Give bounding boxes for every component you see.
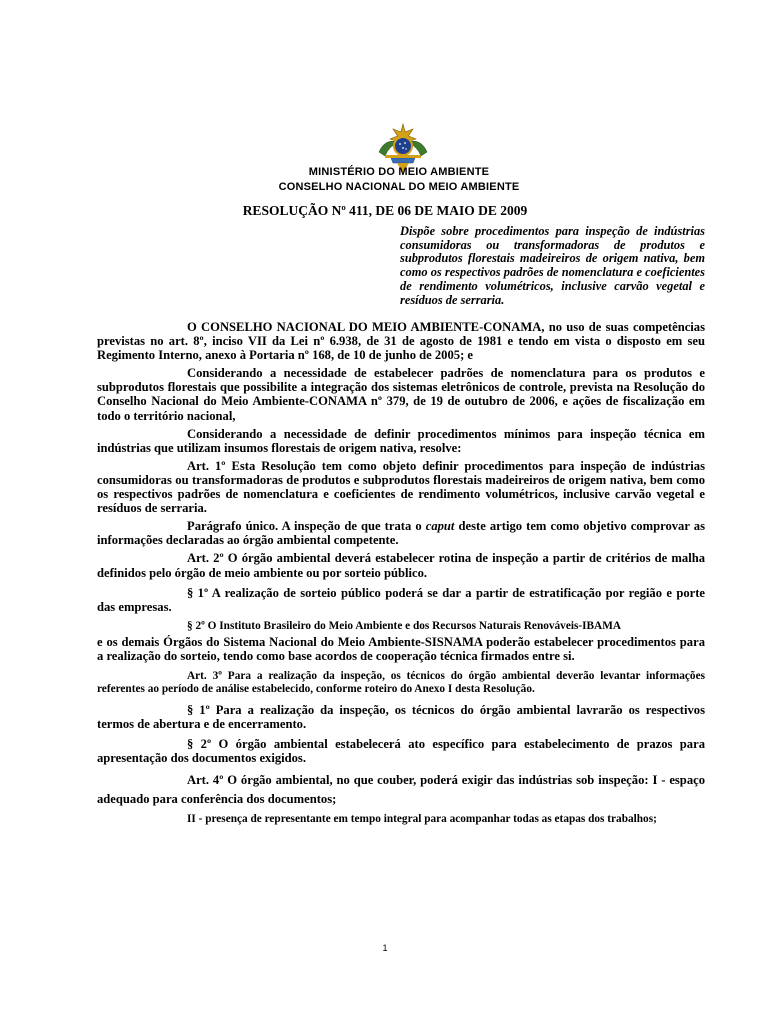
council-name: CONSELHO NACIONAL DO MEIO AMBIENTE (278, 181, 520, 193)
article-2: Art. 2º O órgão ambiental deverá estabelecer rotina de inspeção a partir de critérios de malha definidos pelo órgão de meio ambiente ou por sorteio público. (97, 551, 705, 580)
article-3-paragraph-2: § 2º O órgão ambiental estabelecerá ato específico para estabelecimento de prazos para apresentação dos documentos exigidos. (97, 736, 705, 766)
paragrafo-unico-text-b: deste artigo tem como objetivo comprovar as informações declaradas ao órgão ambiental competente. (97, 519, 705, 548)
paragraph-considerando-1: Considerando a necessidade de estabelecer padrões de nomenclatura para os produtos e subprodutos florestais que possibilite a integração dos sistemas eletrônicos de controle, prevista na Resolução do Conselho Nacional do Meio Ambiente-CONAMA nº 379, de 19 de outubro de 2006, e ações de fiscalização em todo o território nacional, (97, 366, 705, 423)
article-4-item-ii: II - presença de representante em tempo integral para acompanhar todas as etapas dos trabalhos; (187, 813, 657, 826)
article-3-paragraph-1: § 1º Para a realização da inspeção, os técnicos do órgão ambiental lavrarão os respectivos termos de abertura e de encerramento. (97, 702, 705, 731)
article-1: Art. 1º Esta Resolução tem como objeto definir procedimentos para inspeção de indústrias consumidoras ou transformadoras de produtos e subprodutos florestais madeireiros de origem nativa, bem como os respectivos padrões de nomenclatura e coeficientes de rendimento volumétricos, inclusive carvão vegetal e resíduos de serraria. (97, 458, 705, 516)
article-4: Art. 4º O órgão ambiental, no que couber, poderá exigir das indústrias sob inspeção: I - espaço adequado para conferência dos documentos; (97, 773, 705, 807)
paragraph-preamble: O CONSELHO NACIONAL DO MEIO AMBIENTE-CONAMA, no uso de suas competências previstas no art. 8º, inciso VII da Lei nº 6.938, de 31 de agosto de 1981 e tendo em vista o disposto em seu Regimento Interno, anexo à Portaria nº 168, de 10 de junho de 2005; e (97, 320, 705, 363)
ementa: Dispõe sobre procedimentos para inspeção de indústrias consumidoras ou transformadoras de produtos e subprodutos florestais madeireiros de origem nativa, bem como os respectivos padrões de nomenclatura e coeficientes de rendimento volumétricos, inclusive carvão vegetal e resíduos de serraria. (400, 224, 705, 307)
caput-term: caput (425, 519, 455, 534)
article-1-paragrafo-unico (97, 519, 705, 547)
document-body (97, 320, 705, 831)
article-2-paragraph-2-intro: § 2º O Instituto Brasileiro do Meio Ambiente e dos Recursos Naturais Renováveis-IBAMA (187, 619, 622, 632)
article-2-paragraph-1: § 1º A realização de sorteio público poderá se dar a partir de estratificação por região e porte das empresas. (97, 585, 705, 614)
ministry-name: MINISTÉRIO DO MEIO AMBIENTE (308, 166, 490, 178)
resolution-title: RESOLUÇÃO Nº 411, DE 06 DE MAIO DE 2009 (242, 203, 528, 218)
paragraph-considerando-2: Considerando a necessidade de definir procedimentos mínimos para inspeção técnica em indústrias que utilizam insumos florestais de origem nativa, resolve: (97, 426, 705, 455)
page-number: 1 (382, 943, 388, 953)
article-3: Art. 3º Para a realização da inspeção, os técnicos do órgão ambiental deverão levantar informações referentes ao período de análise estabelecido, conforme roteiro do Anexo I desta Resolução. (97, 669, 705, 696)
article-2-paragraph-2-body: e os demais Órgãos do Sistema Nacional do Meio Ambiente-SISNAMA poderão estabelecer procedimentos para a realização do sorteio, tendo como base acordos de cooperação técnica firmados entre si. (97, 635, 705, 664)
paragrafo-unico-text-a: Parágrafo único. A inspeção de que trata o (187, 519, 426, 534)
